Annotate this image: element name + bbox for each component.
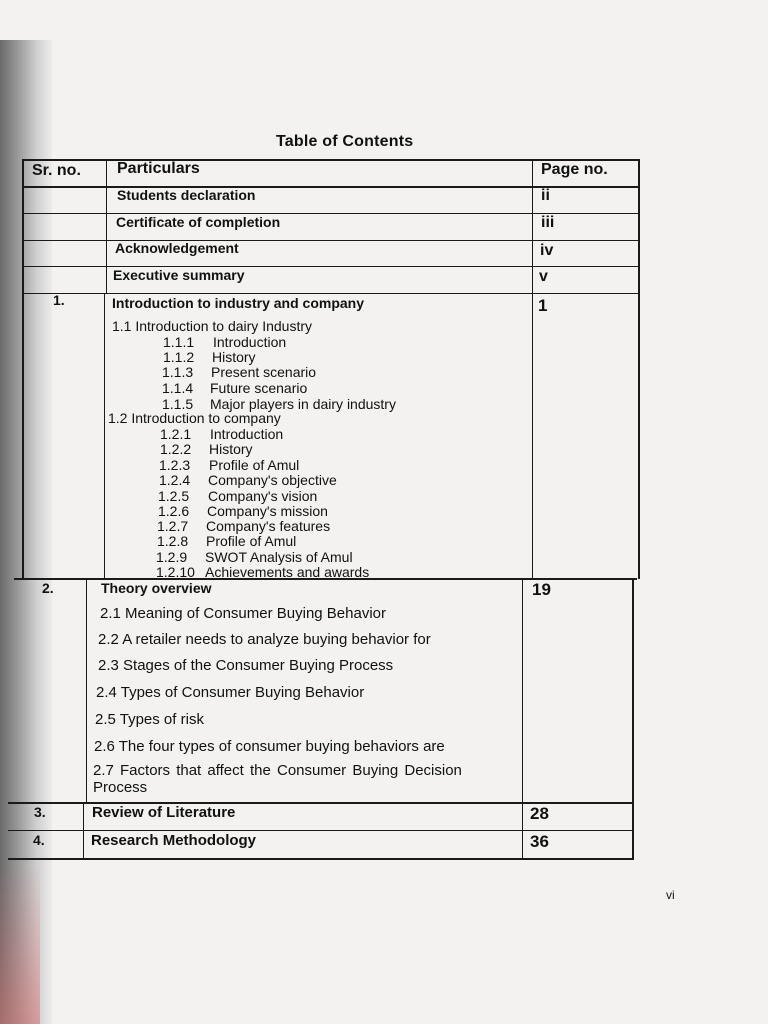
subsection-text: History [209,441,253,457]
row-page: iv [540,242,554,259]
rule-col1-ch2 [86,578,87,803]
rule-col1-ch1 [104,293,105,579]
subsection-text: History [212,349,256,365]
chapter-2-item: 2.5 Types of risk [95,711,204,728]
chapter-4-sr: 4. [33,832,45,848]
subsection-number: 1.1.5 [162,396,194,412]
header-sr-no: Sr. no. [32,162,81,179]
subsection-text: Company's objective [208,472,337,488]
row-particular: Acknowledgement [115,240,239,256]
header-page-no: Page no. [541,161,608,178]
subsection-text: SWOT Analysis of Amul [205,549,353,565]
chapter-2-sr: 2. [42,580,54,596]
row-page: ii [541,187,550,204]
section-1-2: 1.2 Introduction to company [108,410,281,426]
chapter-2-item: 2.7 Factors that affect the Consumer Buying Decision [93,762,462,779]
subsection-text: Introduction [210,426,284,442]
row-particular: Certificate of completion [116,214,281,230]
chapter-2-item: 2.1 Meaning of Consumer Buying Behavior [100,605,386,622]
chapter-2-item: 2.2 A retailer needs to analyze buying behavior for [98,631,431,648]
row-particular: Students declaration [117,187,256,203]
chapter-3-title: Review of Literature [92,804,236,821]
rule-right-bottom [632,578,634,859]
subsection-number: 1.2.3 [159,457,191,473]
subsection-text: Company's features [206,518,331,534]
subsection-text: Profile of Amul [206,533,297,549]
subsection-text: Profile of Amul [209,457,300,473]
rule-ch3 [8,830,634,831]
chapter-4-page: 36 [530,832,549,851]
chapter-1-sr: 1. [53,292,65,308]
chapter-2-title: Theory overview [101,580,212,596]
chapter-2-item: Process [93,779,148,796]
subsection-number: 1.1.2 [163,349,195,365]
rule-col1-top [106,159,107,294]
subsection-text: Introduction [213,334,287,350]
chapter-1-title: Introduction to industry and company [112,295,364,311]
subsection-number: 1.2.10 [156,564,195,580]
subsection-text: Achievements and awards [205,564,370,580]
chapter-3-sr: 3. [34,804,46,820]
rule-col2-top [532,159,533,579]
page-title: Table of Contents [276,133,414,150]
subsection-number: 1.2.9 [156,549,188,565]
row-page: v [539,268,548,285]
page-folio: vi [666,888,675,902]
subsection-text: Company's vision [208,488,318,504]
chapter-2-item: 2.3 Stages of the Consumer Buying Process [98,657,394,674]
rule-row4 [22,293,640,294]
chapter-4-title: Research Methodology [91,832,257,849]
rule-col2-bottom [522,578,523,859]
subsection-text: Major players in dairy industry [210,396,396,412]
chapter-2-page: 19 [532,580,551,599]
subsection-text: Company's mission [207,503,328,519]
rule-bottom [8,858,634,860]
subsection-number: 1.1.3 [162,364,194,380]
subsection-number: 1.2.8 [157,533,189,549]
subsection-number: 1.2.5 [158,488,190,504]
chapter-2-item: 2.4 Types of Consumer Buying Behavior [96,684,365,701]
chapter-2-item: 2.6 The four types of consumer buying behaviors are [94,738,445,755]
subsection-number: 1.2.2 [160,441,192,457]
subsection-number: 1.2.6 [158,503,190,519]
subsection-number: 1.2.1 [160,426,192,442]
row-page: iii [541,214,555,231]
subsection-number: 1.1.4 [162,380,194,396]
subsection-number: 1.1.1 [163,334,195,350]
chapter-1-page: 1 [538,296,548,315]
subsection-text: Future scenario [210,380,308,396]
row-particular: Executive summary [113,267,245,283]
subsection-text: Present scenario [211,364,317,380]
header-particulars: Particulars [117,160,200,177]
rule-col1-bottom [83,802,84,859]
subsection-number: 1.2.4 [159,472,191,488]
rule-right-top [638,159,640,579]
page-edge-tint [0,860,40,1024]
chapter-3-page: 28 [530,804,549,823]
subsection-number: 1.2.7 [157,518,189,534]
section-1-1: 1.1 Introduction to dairy Industry [112,318,312,334]
rule-left [22,159,24,579]
